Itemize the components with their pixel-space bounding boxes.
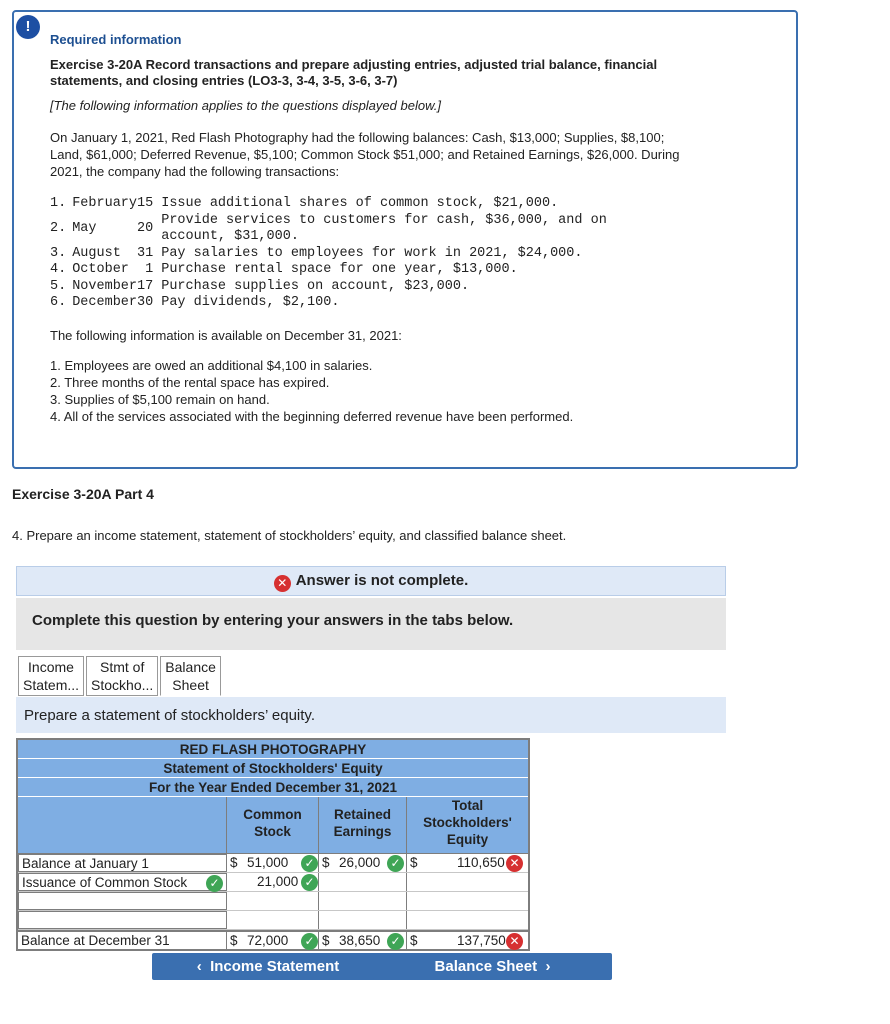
- stockholders-equity-statement: [16, 738, 530, 951]
- tab-bar: [18, 656, 223, 696]
- complete-instruction: Complete this question by entering your answers in the tabs below.: [16, 598, 726, 650]
- incorrect-icon: ✕: [274, 575, 291, 592]
- incorrect-icon: ✕: [506, 933, 523, 950]
- transaction-row: 6. December 30 Pay dividends, $2,100.: [50, 295, 340, 310]
- empty-label-input[interactable]: [18, 911, 227, 929]
- col-total-equity: Total Stockholders' Equity: [423, 798, 512, 847]
- issuance-retained-input[interactable]: [319, 873, 407, 891]
- beginning-total-input[interactable]: $ 110,650 ✕: [407, 854, 528, 872]
- correct-icon: ✓: [301, 855, 318, 872]
- issuance-total-input[interactable]: [407, 873, 528, 891]
- available-info-text: The following information is available on December 31, 2021:: [50, 327, 402, 343]
- table-row: [18, 854, 528, 873]
- col-retained-earnings: Retained Earnings: [319, 797, 407, 853]
- transaction-row: 4. October 1 Purchase rental space for one year, $13,000.: [50, 262, 518, 277]
- transactions-table: [50, 196, 607, 312]
- alert-icon: !: [16, 15, 40, 39]
- empty-total-input[interactable]: [407, 911, 528, 929]
- list-item: 4. All of the services associated with the beginning deferred revenue have been performed.: [50, 408, 574, 424]
- ending-retained-input[interactable]: $ 38,650 ✓: [319, 932, 407, 949]
- answer-status-banner: ✕ Answer is not complete.: [16, 566, 726, 596]
- required-info-panel: [12, 10, 798, 469]
- ending-label: Balance at December 31: [18, 932, 227, 949]
- correct-icon: ✓: [301, 874, 318, 891]
- correct-icon: ✓: [387, 933, 404, 950]
- correct-icon: ✓: [387, 855, 404, 872]
- correct-icon: ✓: [301, 933, 318, 950]
- empty-total-input[interactable]: [407, 892, 528, 910]
- transaction-row: 5. November 17 Purchase supplies on account, $23,000.: [50, 278, 470, 294]
- list-item: 2. Three months of the rental space has expired.: [50, 374, 330, 390]
- ending-total-input[interactable]: $ 137,750 ✕: [407, 932, 528, 949]
- table-row: [18, 930, 528, 949]
- correct-icon: ✓: [206, 875, 223, 892]
- beginning-retained-input[interactable]: $ 26,000 ✓: [319, 854, 407, 872]
- ending-common-input[interactable]: $ 72,000 ✓: [227, 932, 319, 949]
- table-row: [18, 911, 528, 930]
- issuance-common-input[interactable]: 21,000 ✓: [227, 873, 319, 891]
- empty-common-input[interactable]: [227, 911, 319, 929]
- chevron-left-icon: ‹: [196, 958, 202, 975]
- tab-instruction: Prepare a statement of stockholders’ equity.: [16, 697, 726, 733]
- part-title: Exercise 3-20A Part 4: [12, 486, 154, 502]
- beginning-common-input[interactable]: $ 51,000 ✓: [227, 854, 319, 872]
- prev-income-statement-button[interactable]: ‹ Income Statement: [152, 953, 384, 980]
- list-item: 1. Employees are owed an additional $4,100 in salaries.: [50, 357, 373, 373]
- list-item: 3. Supplies of $5,100 remain on hand.: [50, 391, 270, 407]
- tab-stmt-stockholders-equity[interactable]: Stmt of Stockho...: [86, 656, 158, 696]
- required-info-label: Required information: [50, 32, 182, 47]
- transaction-row: 3. August 31 Pay salaries to employees for work in 2021, $24,000.: [50, 245, 583, 261]
- next-balance-sheet-button[interactable]: Balance Sheet ›: [373, 953, 612, 980]
- company-name: RED FLASH PHOTOGRAPHY: [18, 740, 528, 759]
- applies-note: [The following information applies to the questions displayed below.]: [50, 98, 441, 113]
- tab-income-statement[interactable]: Income Statem...: [18, 656, 84, 696]
- empty-label-input[interactable]: [18, 892, 227, 910]
- column-headers: [18, 797, 528, 854]
- beginning-label-input[interactable]: Balance at January 1: [18, 854, 227, 872]
- empty-retained-input[interactable]: [319, 892, 407, 910]
- intro-text: On January 1, 2021, Red Flash Photography had the following balances: Cash, $13,000; Supplies, $8,100; Land, $61,000; Deferred Revenue, $5,100; Common Stock $51,000; and Retained Earnings, $26,000. During 2021, the company had the following transactions:: [50, 130, 680, 179]
- statement-header: [18, 740, 528, 797]
- tab-balance-sheet[interactable]: Balance Sheet: [160, 656, 221, 696]
- chevron-right-icon: ›: [545, 958, 551, 975]
- question-text: 4. Prepare an income statement, statement of stockholders’ equity, and classified balance sheet.: [12, 528, 567, 543]
- issuance-label-input[interactable]: Issuance of Common Stock ✓: [18, 873, 227, 891]
- empty-common-input[interactable]: [227, 892, 319, 910]
- transaction-row: 1. February 15 Issue additional shares of common stock, $21,000.: [50, 196, 559, 211]
- empty-retained-input[interactable]: [319, 911, 407, 929]
- exercise-title: Exercise 3-20A Record transactions and prepare adjusting entries, adjusted trial balance, financial statements, and closing entries (LO3-3, 3-4, 3-5, 3-6, 3-7): [50, 57, 658, 88]
- adjustments-list: [50, 357, 770, 425]
- col-common-stock: Common Stock: [227, 797, 319, 853]
- table-row: [18, 873, 528, 892]
- statement-period: For the Year Ended December 31, 2021: [18, 778, 528, 797]
- statement-title: Statement of Stockholders' Equity: [18, 759, 528, 778]
- transaction-row: 2. May 20 Provide services to customers for cash, $36,000, and on account, $31,000.: [50, 212, 607, 244]
- incorrect-icon: ✕: [506, 855, 523, 872]
- table-row: [18, 892, 528, 911]
